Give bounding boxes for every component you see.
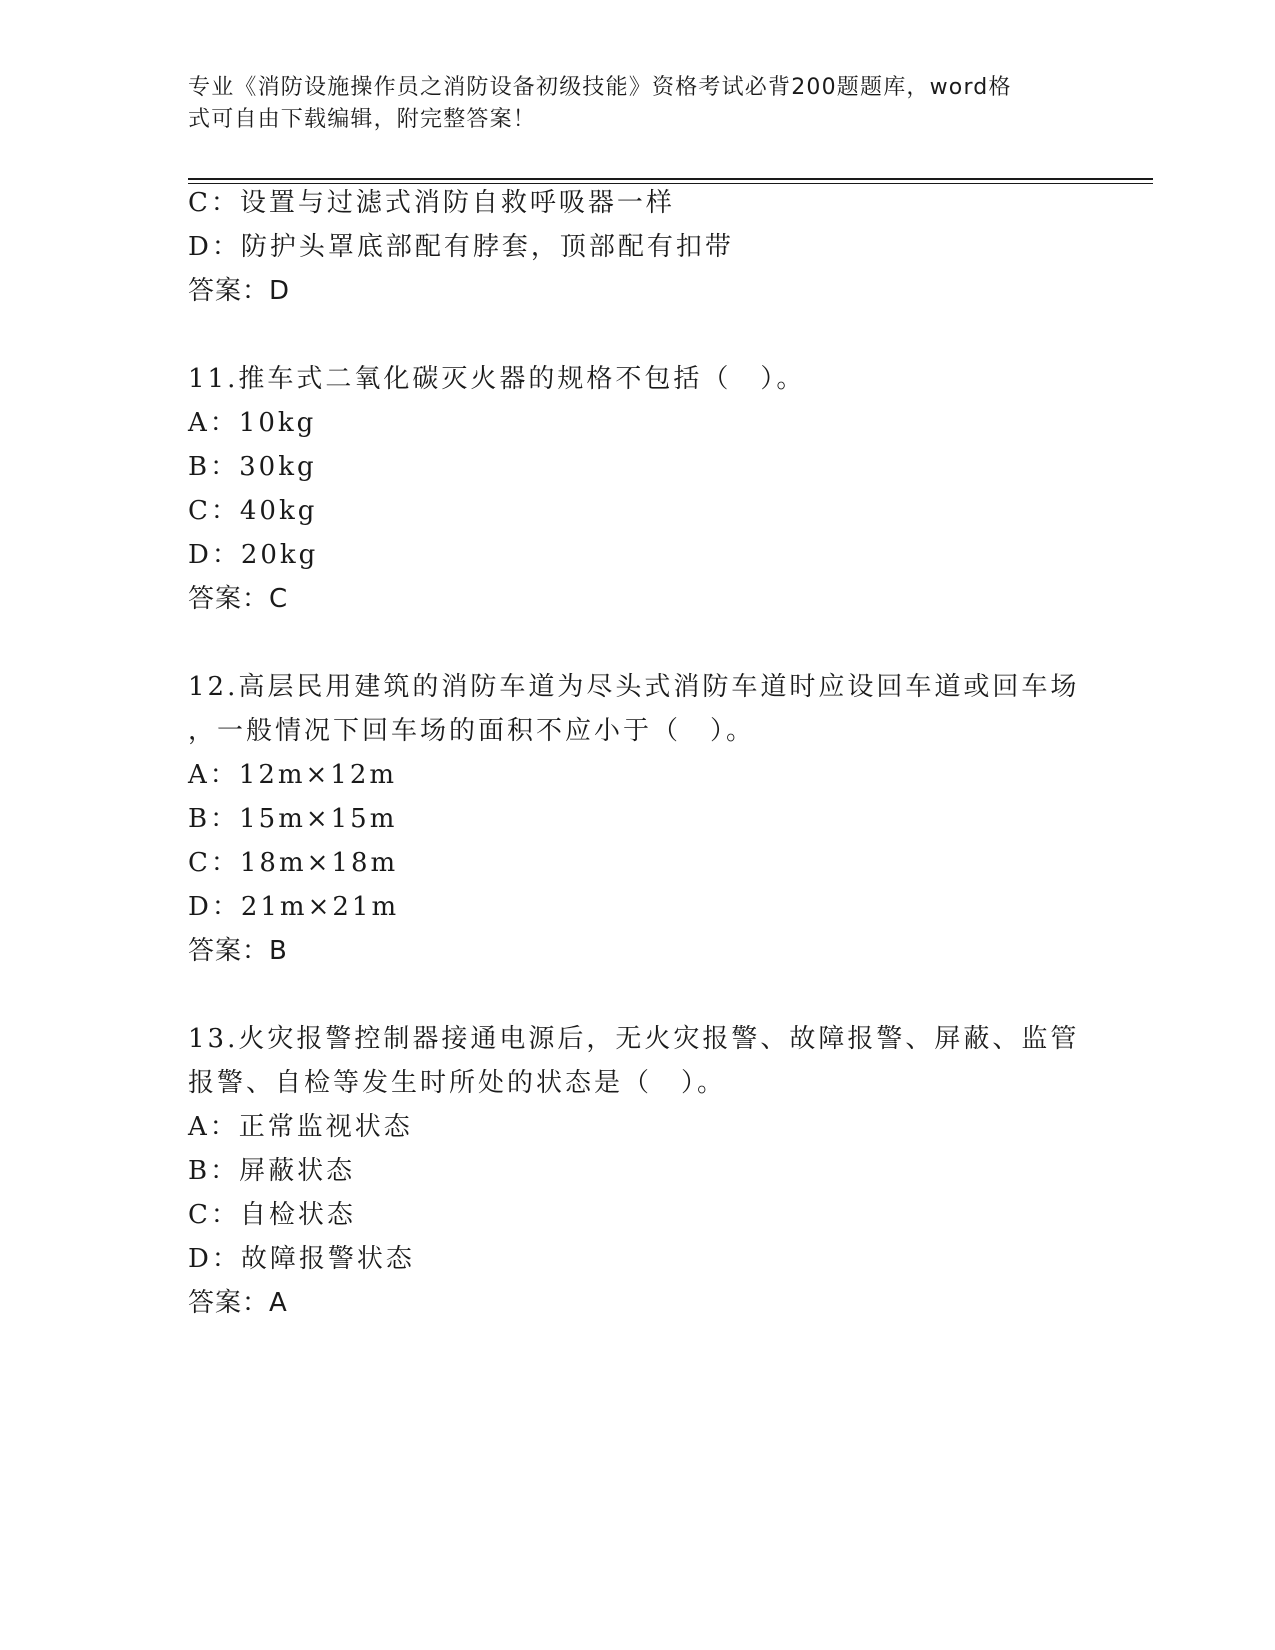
q11-stem: 11.推车式二氧化碳灭火器的规格不包括（ ）。 — [188, 364, 806, 394]
q13-option-b: B：屏蔽状态 — [188, 1156, 356, 1186]
q12-stem-line-2: ，一般情况下回车场的面积不应小于（ ）。 — [188, 716, 756, 746]
q11-option-d: D：20kg — [188, 540, 319, 570]
q13-option-d: D：故障报警状态 — [188, 1244, 415, 1274]
q11-option-b: B：30kg — [188, 452, 317, 482]
q13-answer: 答案：A — [188, 1288, 288, 1318]
q10-option-c: C：设置与过滤式消防自救呼吸器一样 — [188, 188, 675, 218]
header-divider-thick — [188, 178, 1153, 180]
q11-option-a: A：10kg — [188, 408, 317, 438]
header-line-2: 式可自由下载编辑，附完整答案！ — [188, 107, 537, 132]
q13-stem-line-1: 13.火灾报警控制器接通电源后，无火灾报警、故障报警、屏蔽、监管 — [188, 1024, 1080, 1054]
q11-option-c: C：40kg — [188, 496, 318, 526]
q12-option-b: B：15m×15m — [188, 804, 398, 834]
q12-option-a: A：12m×12m — [188, 760, 398, 790]
q12-option-c: C：18m×18m — [188, 848, 399, 878]
q12-option-d: D：21m×21m — [188, 892, 400, 922]
q13-option-a: A：正常监视状态 — [188, 1112, 413, 1142]
q10-option-d: D：防护头罩底部配有脖套，顶部配有扣带 — [188, 232, 734, 262]
q13-option-c: C：自检状态 — [188, 1200, 356, 1230]
q10-answer: 答案：D — [188, 276, 291, 306]
document-header — [188, 72, 1068, 136]
q12-stem-line-1: 12.高层民用建筑的消防车道为尽头式消防车道时应设回车道或回车场 — [188, 672, 1080, 702]
q12-answer: 答案：B — [188, 936, 288, 966]
q11-answer: 答案：C — [188, 584, 289, 614]
header-line-1: 专业《消防设施操作员之消防设备初级技能》资格考试必背200题题库，word格 — [188, 75, 1012, 100]
header-divider-thin — [188, 183, 1153, 184]
q13-stem-line-2: 报警、自检等发生时所处的状态是（ ）。 — [188, 1068, 727, 1098]
